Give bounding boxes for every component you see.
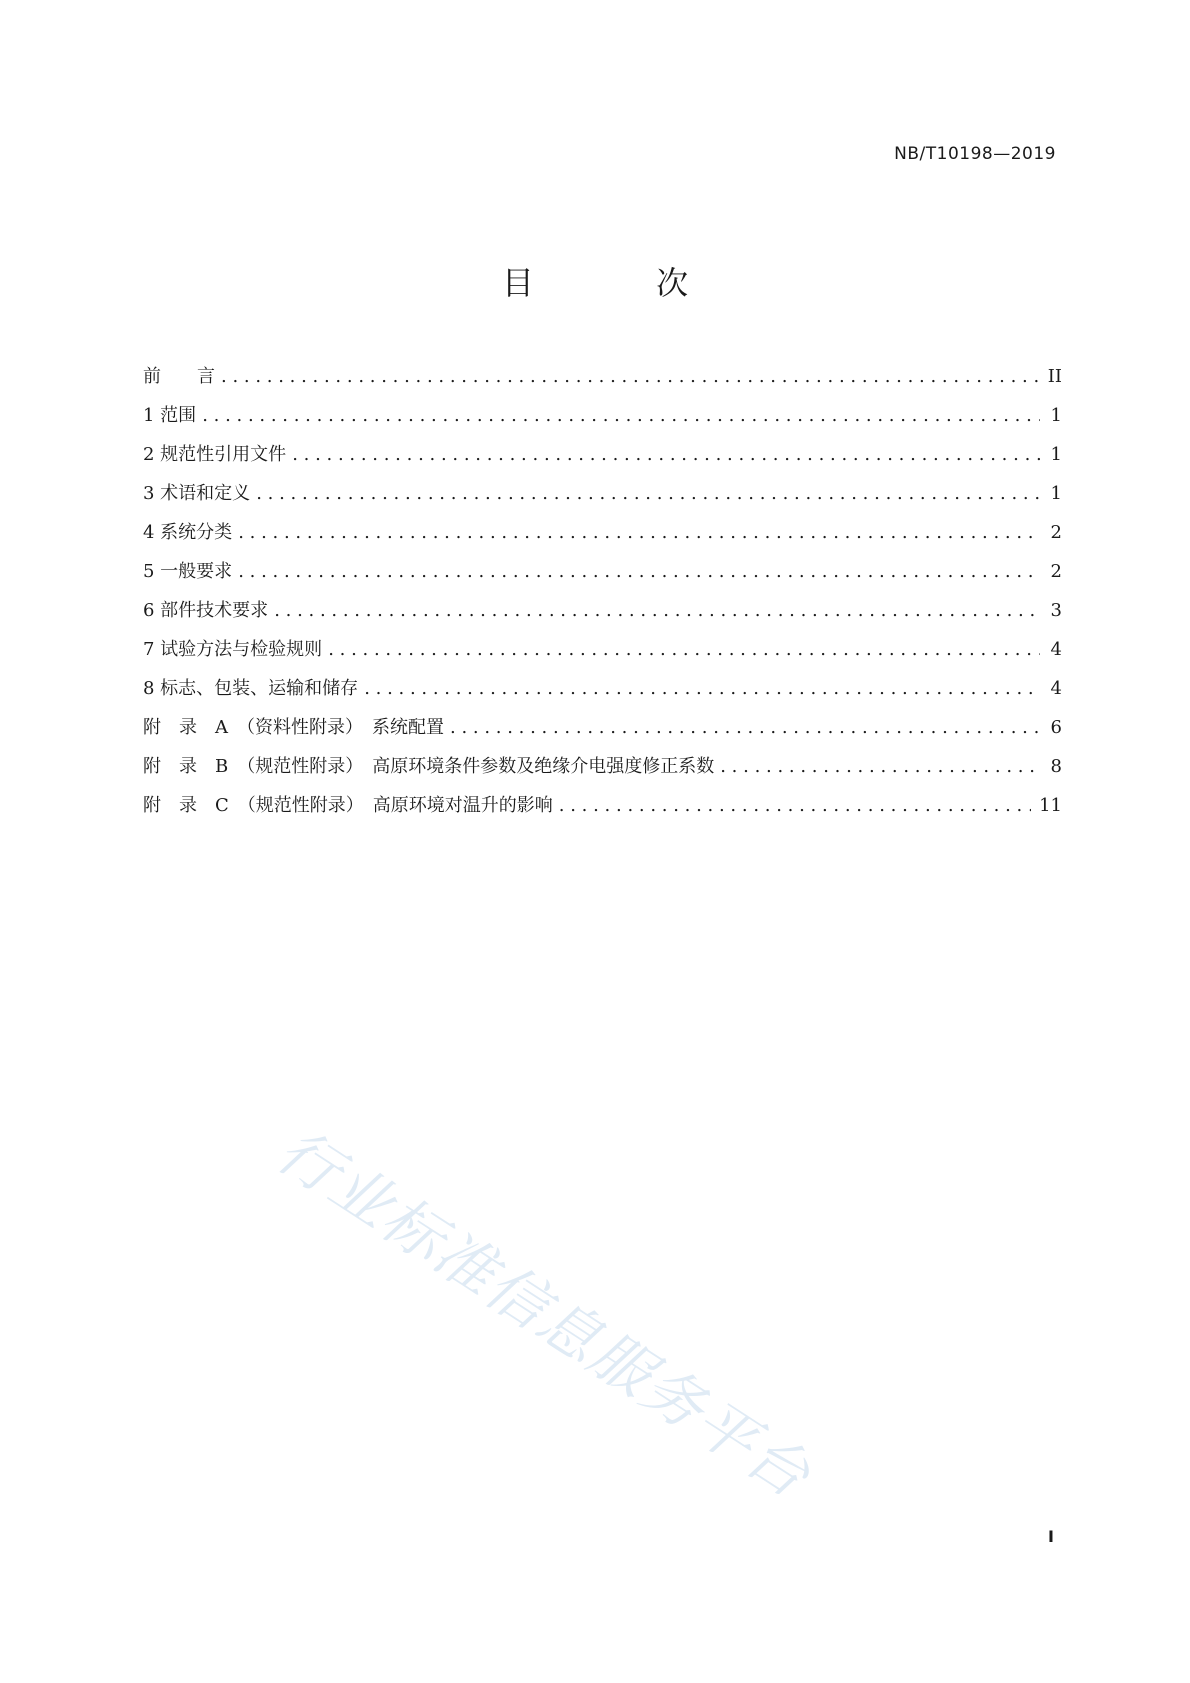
toc-entry-terms-definitions[interactable] bbox=[143, 474, 1062, 513]
toc-entry-page: 1 bbox=[1050, 405, 1062, 426]
toc-entry-label: 附 录 C （规范性附录） 高原环境对温升的影响 bbox=[143, 795, 553, 816]
toc-dot-leader bbox=[559, 786, 1031, 825]
toc-dot-leader bbox=[450, 708, 1040, 747]
toc-dot-leader bbox=[720, 747, 1040, 786]
toc-entry-label: 2 规范性引用文件 bbox=[143, 444, 287, 465]
toc-entry-page: 8 bbox=[1050, 756, 1062, 777]
toc-entry-marking-packaging[interactable] bbox=[143, 669, 1062, 708]
toc-dot-leader bbox=[202, 396, 1040, 435]
toc-entry-page: 1 bbox=[1050, 483, 1062, 504]
toc-entry-component-requirements[interactable] bbox=[143, 591, 1062, 630]
toc-entry-appendix-c[interactable] bbox=[143, 786, 1062, 825]
toc-entry-page: 1 bbox=[1050, 444, 1062, 465]
toc-entry-page: 2 bbox=[1050, 522, 1062, 543]
toc-entry-page: 6 bbox=[1050, 717, 1062, 738]
toc-entry-appendix-a[interactable] bbox=[143, 708, 1062, 747]
toc-entry-label: 前 言 bbox=[143, 366, 215, 387]
toc-entry-label: 4 系统分类 bbox=[143, 522, 233, 543]
toc-entry-page: 4 bbox=[1050, 678, 1062, 699]
table-of-contents bbox=[143, 357, 1062, 825]
toc-entry-system-classification[interactable] bbox=[143, 513, 1062, 552]
toc-entry-page: II bbox=[1047, 366, 1062, 387]
toc-dot-leader bbox=[256, 474, 1040, 513]
toc-dot-leader bbox=[238, 513, 1040, 552]
toc-dot-leader bbox=[328, 630, 1040, 669]
toc-entry-page: 3 bbox=[1050, 600, 1062, 621]
toc-entry-label: 1 范围 bbox=[143, 405, 197, 426]
standard-code: NB/T10198—2019 bbox=[894, 144, 1056, 164]
toc-dot-leader bbox=[238, 552, 1040, 591]
toc-entry-label: 7 试验方法与检验规则 bbox=[143, 639, 323, 660]
toc-dot-leader bbox=[221, 357, 1040, 396]
toc-entry-label: 附 录 B （规范性附录） 高原环境条件参数及绝缘介电强度修正系数 bbox=[143, 756, 715, 777]
toc-entry-label: 附 录 A （资料性附录） 系统配置 bbox=[143, 717, 444, 738]
toc-entry-page: 11 bbox=[1039, 795, 1062, 816]
toc-entry-label: 5 一般要求 bbox=[143, 561, 233, 582]
toc-entry-general-requirements[interactable] bbox=[143, 552, 1062, 591]
toc-entry-normative-references[interactable] bbox=[143, 435, 1062, 474]
toc-entry-scope[interactable] bbox=[143, 396, 1062, 435]
toc-dot-leader bbox=[274, 591, 1040, 630]
toc-title: 目 次 bbox=[501, 264, 745, 302]
toc-entry-page: 4 bbox=[1050, 639, 1062, 660]
watermark: 行业标准信息服务平台 bbox=[264, 1115, 823, 1513]
toc-entry-label: 3 术语和定义 bbox=[143, 483, 251, 504]
toc-entry-foreword[interactable] bbox=[143, 357, 1062, 396]
toc-entry-label: 6 部件技术要求 bbox=[143, 600, 269, 621]
toc-entry-page: 2 bbox=[1050, 561, 1062, 582]
toc-entry-test-methods[interactable] bbox=[143, 630, 1062, 669]
toc-entry-appendix-b[interactable] bbox=[143, 747, 1062, 786]
toc-dot-leader bbox=[364, 669, 1040, 708]
page-number: I bbox=[1048, 1527, 1054, 1546]
toc-dot-leader bbox=[292, 435, 1040, 474]
toc-entry-label: 8 标志、包装、运输和储存 bbox=[143, 678, 359, 699]
